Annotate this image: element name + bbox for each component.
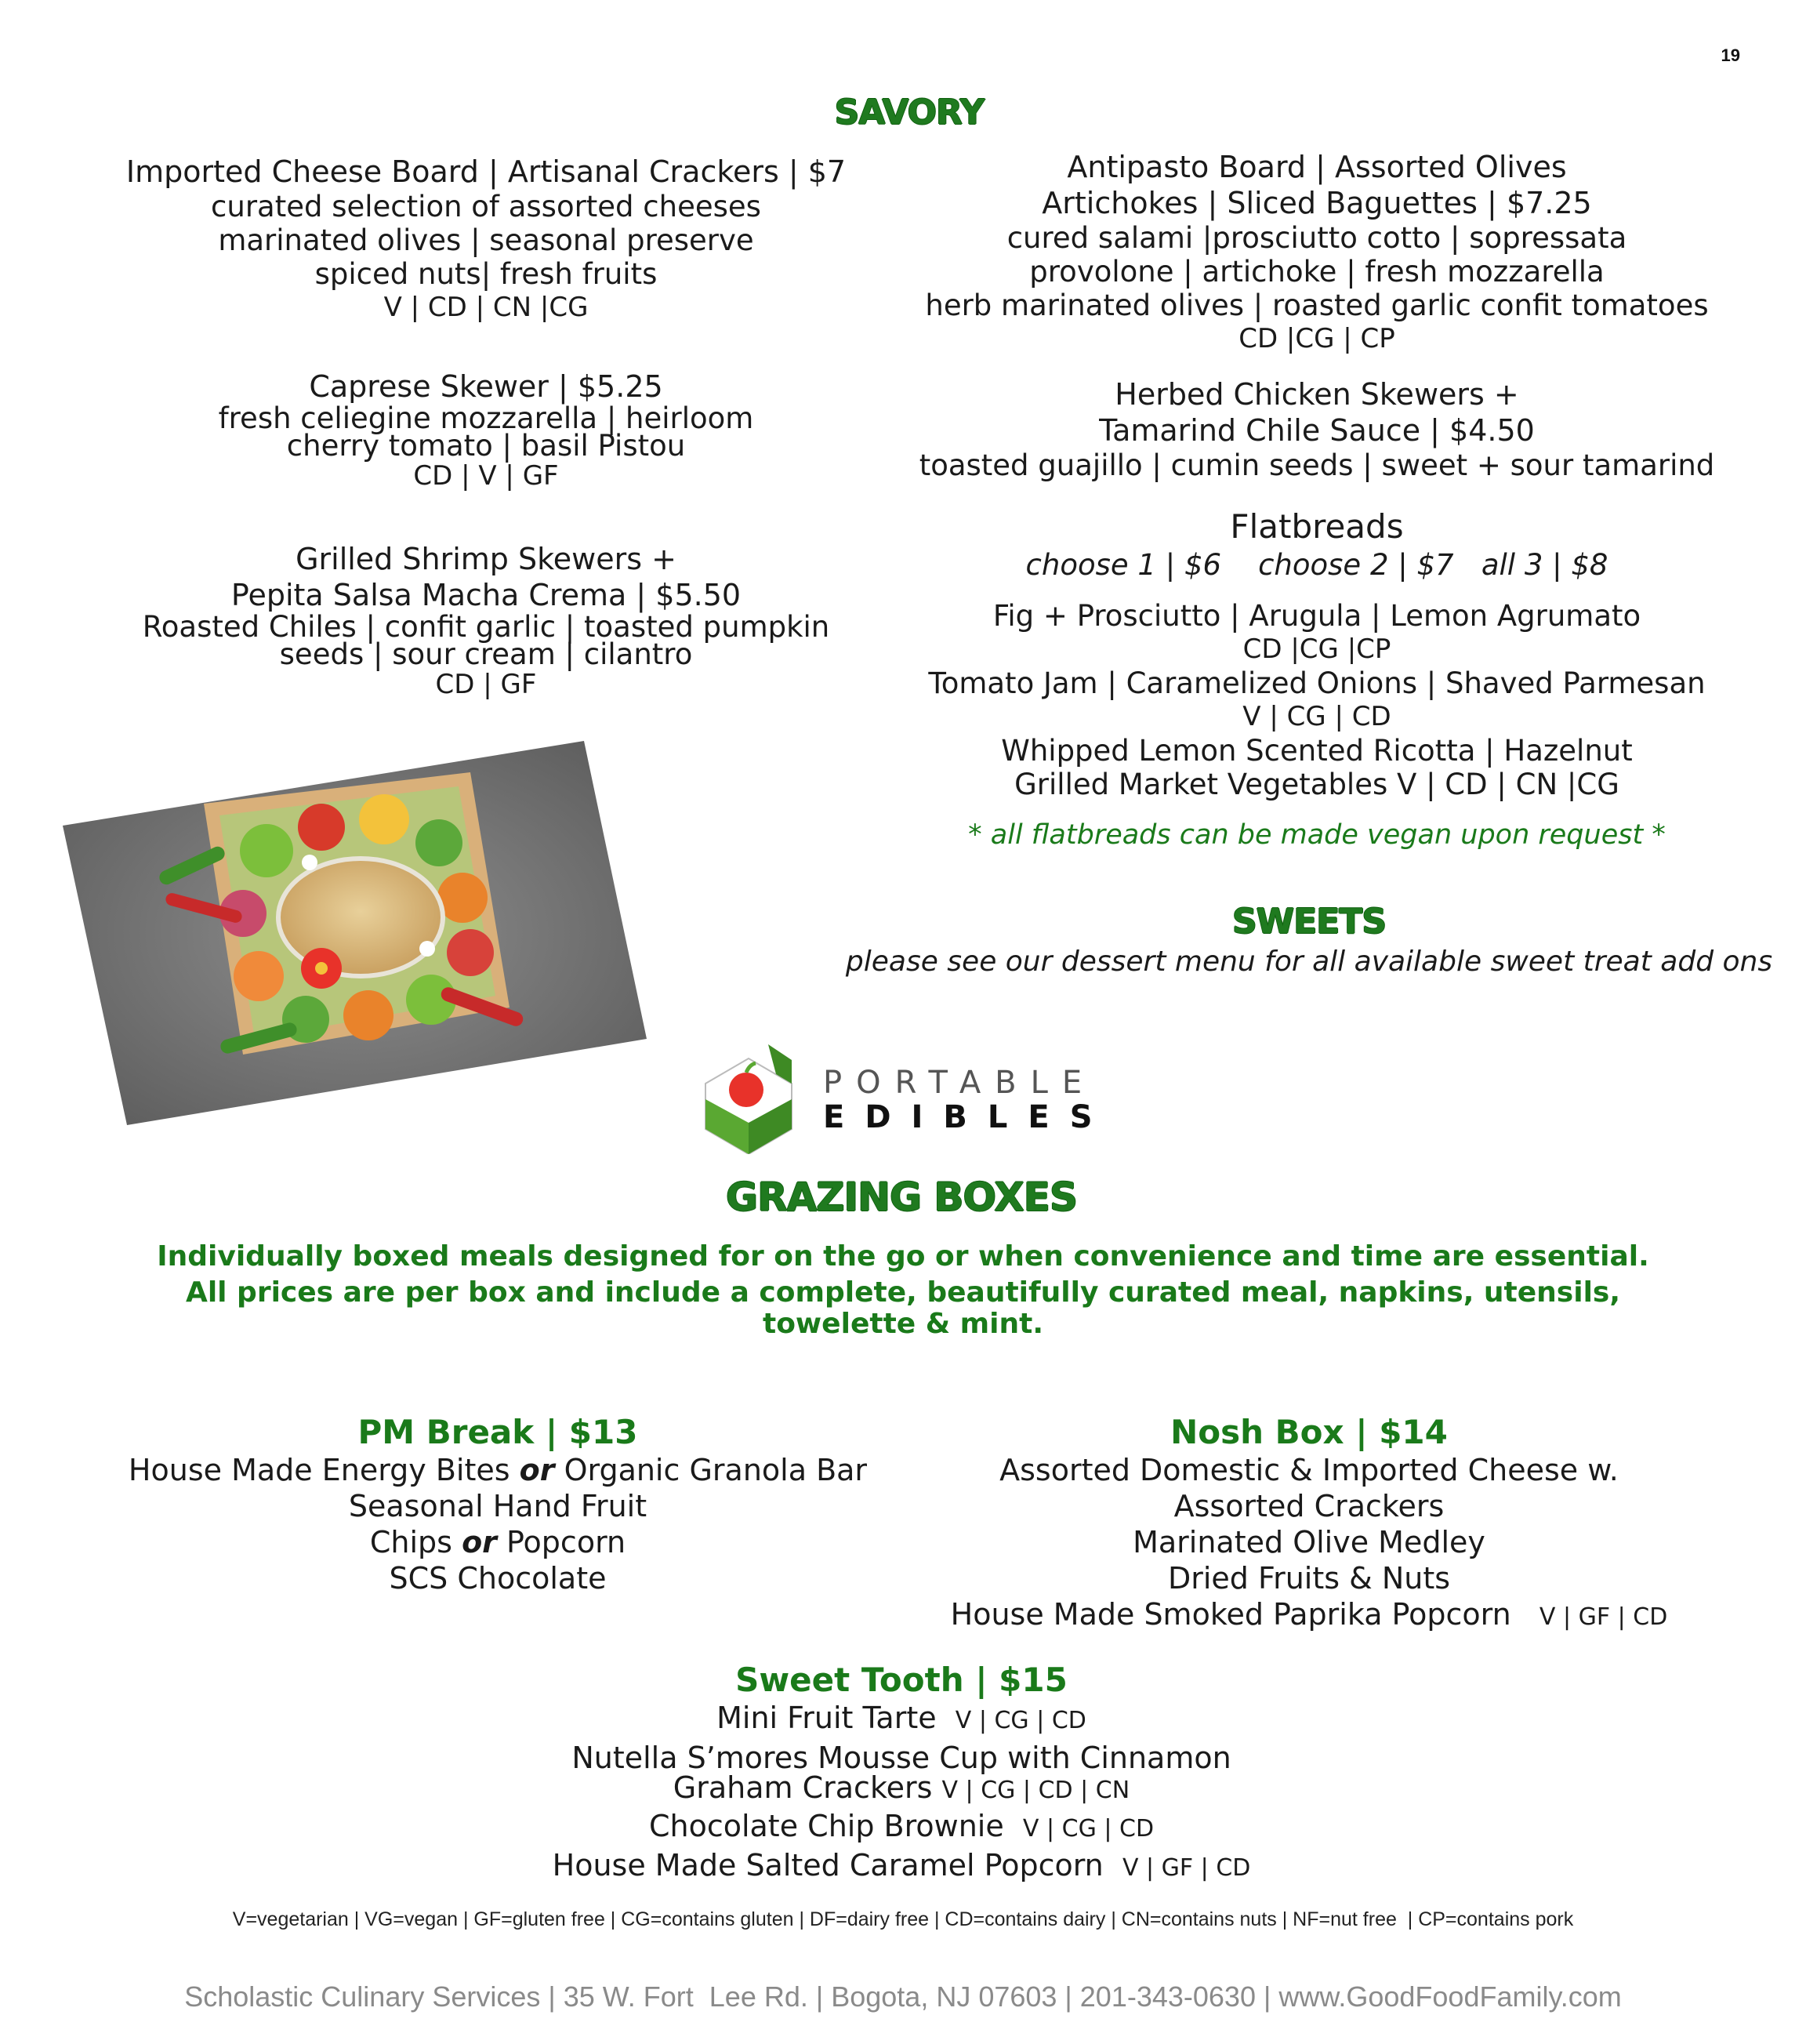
menu-item-cheese-board xyxy=(86,154,886,325)
box-title: PM Break | $13 xyxy=(357,1413,638,1451)
menu-item-antipasto-board xyxy=(917,149,1717,356)
box-item: Dried Fruits & Nuts xyxy=(1167,1561,1451,1596)
flatbreads-section xyxy=(917,506,1717,852)
grazing-intro xyxy=(78,1241,1728,1340)
footer-contact: Scholastic Culinary Services | 35 W. Fort Lee Rd. | Bogota, NJ 07603 | 201-343-0630 | www.GoodFoodFamily.com xyxy=(184,1980,1622,2013)
menu-item-shrimp-skewers xyxy=(86,541,886,702)
menu-item-caprese-skewer xyxy=(86,369,886,493)
box-item: Seasonal Hand Fruit xyxy=(348,1489,647,1523)
portable-edibles-logo xyxy=(698,1037,1113,1154)
box-item: Graham Crackers V | CG | CD | CN xyxy=(673,1770,1130,1805)
allergen-legend: V=vegetarian | VG=vegan | GF=gluten free | CG=contains gluten | DF=dairy free | CD=contains dairy | CN=contains nuts | NF=nut free | CP=contains pork xyxy=(232,1908,1574,1930)
item-desc: fresh celiegine mozzarella | heirloom xyxy=(218,401,754,435)
box-item: Marinated Olive Medley xyxy=(1133,1525,1485,1559)
grazing-intro-line: Individually boxed meals designed for on the go or when convenience and time are essential. xyxy=(157,1240,1649,1273)
menu-item-chicken-skewers xyxy=(917,376,1717,482)
flatbreads-title: Flatbreads xyxy=(1230,507,1404,546)
box-item: Mini Fruit Tarte V | CG | CD xyxy=(716,1701,1086,1735)
sweet-tooth-box xyxy=(470,1661,1333,1886)
item-desc: Roasted Chiles | confit garlic | toasted pumpkin xyxy=(142,610,830,644)
box-item: Assorted Domestic & Imported Cheese w. xyxy=(999,1453,1619,1487)
savory-heading: SAVORY xyxy=(834,93,985,133)
nosh-box xyxy=(901,1413,1717,1636)
item-title: Imported Cheese Board | Artisanal Crackers | $7 xyxy=(125,154,847,189)
box-title: Nosh Box | $14 xyxy=(1170,1413,1448,1451)
box-item: SCS Chocolate xyxy=(389,1561,607,1596)
item-desc: herb marinated olives | roasted garlic confit tomatoes xyxy=(925,289,1709,322)
item-tags: V | GF | CD xyxy=(1539,1603,1668,1631)
item-tags: CD | V | GF xyxy=(413,460,559,492)
flatbreads-vegan-note: * all flatbreads can be made vegan upon request * xyxy=(968,819,1666,851)
item-title-2: Pepita Salsa Macha Crema | $5.50 xyxy=(230,578,742,612)
logo-box-icon xyxy=(698,1037,800,1154)
flatbread-item-2: Grilled Market Vegetables V | CD | CN |CG xyxy=(1014,768,1619,801)
item-desc: toasted guajillo | cumin seeds | sweet + sour tamarind xyxy=(919,448,1715,482)
box-item: House Made Energy Bites or Organic Granola Bar xyxy=(128,1453,868,1487)
item-title-2: Tamarind Chile Sauce | $4.50 xyxy=(1099,413,1535,448)
item-tags: CD |CG | CP xyxy=(1238,323,1395,354)
grazing-heading: GRAZING BOXES xyxy=(726,1174,1077,1220)
item-desc: spiced nuts| fresh fruits xyxy=(314,257,658,291)
box-item: House Made Salted Caramel Popcorn V | GF | CD xyxy=(552,1848,1251,1882)
item-tags: CD | GF xyxy=(435,669,537,700)
box-title: Sweet Tooth | $15 xyxy=(735,1661,1068,1699)
item-title: Caprese Skewer | $5.25 xyxy=(309,369,663,404)
box-item: Chocolate Chip Brownie V | CG | CD xyxy=(648,1809,1155,1843)
pm-break-box xyxy=(86,1413,909,1596)
item-tags: V | CD | CN |CG xyxy=(383,292,589,323)
box-item: Assorted Crackers xyxy=(1173,1489,1445,1523)
item-title-2: Artichokes | Sliced Baguettes | $7.25 xyxy=(1042,186,1592,220)
grazing-intro-line: towelette & mint. xyxy=(762,1308,1044,1340)
box-item: Chips or Popcorn xyxy=(369,1525,626,1559)
logo-line1: PORTABLE xyxy=(823,1065,1097,1101)
item-title: Antipasto Board | Assorted Olives xyxy=(1067,150,1567,184)
item-title: Herbed Chicken Skewers + xyxy=(1115,377,1519,412)
item-desc: cherry tomato | basil Pistou xyxy=(286,429,686,463)
item-title: Grilled Shrimp Skewers + xyxy=(296,542,676,576)
logo-line2: EDIBLES xyxy=(823,1099,1113,1135)
sweets-note: please see our dessert menu for all available sweet treat add ons xyxy=(845,946,1773,978)
grazing-intro-line: All prices are per box and include a complete, beautifully curated meal, napkins, utensils, xyxy=(185,1276,1621,1309)
flatbread-tags: CD |CG |CP xyxy=(1242,634,1391,665)
item-desc: marinated olives | seasonal preserve xyxy=(218,223,754,257)
sweets-heading: SWEETS xyxy=(1231,902,1387,942)
flatbreads-choices: choose 1 | $6 choose 2 | $7 all 3 | $8 xyxy=(1025,548,1608,582)
flatbread-tags: V | CG | CD xyxy=(1242,701,1391,732)
box-item: Nutella S’mores Mousse Cup with Cinnamon xyxy=(571,1741,1231,1775)
box-item: House Made Smoked Paprika Popcorn V | GF | CD xyxy=(950,1597,1668,1632)
item-desc: seeds | sour cream | cilantro xyxy=(279,637,693,671)
page-number: 19 xyxy=(1721,45,1740,65)
flatbread-item: Tomato Jam | Caramelized Onions | Shaved Parmesan xyxy=(928,666,1706,700)
veggie-tray-photo xyxy=(63,741,651,1125)
item-desc: cured salami |prosciutto cotto | sopressata xyxy=(1006,221,1627,255)
flatbread-item: Fig + Prosciutto | Arugula | Lemon Agrumato xyxy=(992,599,1641,633)
item-desc: curated selection of assorted cheeses xyxy=(211,190,761,223)
item-desc: provolone | artichoke | fresh mozzarella xyxy=(1029,255,1605,289)
flatbread-item: Whipped Lemon Scented Ricotta | Hazelnut xyxy=(1001,734,1633,768)
